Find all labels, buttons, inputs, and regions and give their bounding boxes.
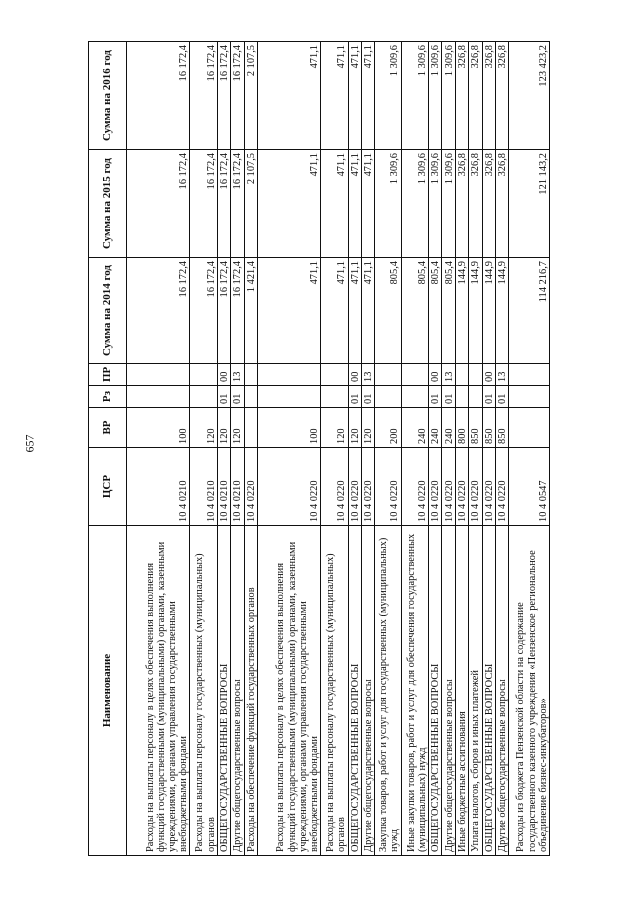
table-row bbox=[362, 42, 375, 856]
row-csr: 10 4 0220 bbox=[257, 448, 320, 526]
row-sum-2015: 326,8 bbox=[495, 150, 508, 258]
header-sum-2015: Сумма на 2015 год bbox=[89, 150, 127, 258]
table-row bbox=[244, 42, 257, 856]
row-sum-2015: 16 172,4 bbox=[217, 150, 230, 258]
row-rz bbox=[401, 386, 428, 408]
row-name: Другие общегосударственные вопросы bbox=[362, 526, 375, 856]
row-vr: 850 bbox=[482, 408, 495, 448]
row-pr: 00 bbox=[348, 364, 361, 386]
row-rz: 01 bbox=[482, 386, 495, 408]
row-rz bbox=[469, 386, 482, 408]
table-row bbox=[375, 42, 401, 856]
row-pr bbox=[127, 364, 190, 386]
row-csr: 10 4 0210 bbox=[231, 448, 244, 526]
row-pr bbox=[509, 364, 550, 386]
row-csr: 10 4 0220 bbox=[348, 448, 361, 526]
row-sum-2016: 1 309,6 bbox=[375, 42, 401, 150]
row-vr: 120 bbox=[190, 408, 217, 448]
row-pr bbox=[401, 364, 428, 386]
row-sum-2015: 1 309,6 bbox=[429, 150, 442, 258]
row-sum-2014: 805,4 bbox=[429, 258, 442, 364]
page-number: 657 bbox=[22, 434, 37, 453]
row-name: ОБЩЕГОСУДАРСТВЕННЫЕ ВОПРОСЫ bbox=[482, 526, 495, 856]
row-rz: 01 bbox=[442, 386, 455, 408]
table-row bbox=[321, 42, 348, 856]
row-sum-2016: 123 423,2 bbox=[509, 42, 550, 150]
row-sum-2014: 144,9 bbox=[469, 258, 482, 364]
row-sum-2014: 471,1 bbox=[362, 258, 375, 364]
row-sum-2015: 326,8 bbox=[469, 150, 482, 258]
row-sum-2016: 16 172,4 bbox=[127, 42, 190, 150]
row-rz bbox=[455, 386, 468, 408]
row-name: Расходы на обеспечение функций государственных органов bbox=[244, 526, 257, 856]
row-rz: 01 bbox=[231, 386, 244, 408]
row-sum-2016: 326,8 bbox=[455, 42, 468, 150]
row-vr: 120 bbox=[321, 408, 348, 448]
row-sum-2014: 16 172,4 bbox=[127, 258, 190, 364]
row-pr: 13 bbox=[362, 364, 375, 386]
row-vr: 850 bbox=[469, 408, 482, 448]
row-name: Иные бюджетные ассигнования bbox=[455, 526, 468, 856]
row-vr: 120 bbox=[231, 408, 244, 448]
row-vr: 240 bbox=[401, 408, 428, 448]
row-name: Расходы на выплаты персоналу в целях обеспечения выполнения функций государственными (муниципальными) органами, казенными учреждениями, органами управления государственными внебюджетными фондами bbox=[127, 526, 190, 856]
row-csr: 10 4 0210 bbox=[127, 448, 190, 526]
header-name: Наименование bbox=[89, 526, 127, 856]
table-row bbox=[429, 42, 442, 856]
row-sum-2015: 121 143,2 bbox=[509, 150, 550, 258]
row-sum-2015: 326,8 bbox=[482, 150, 495, 258]
table-row bbox=[469, 42, 482, 856]
row-sum-2014: 16 172,4 bbox=[217, 258, 230, 364]
row-sum-2015: 1 309,6 bbox=[442, 150, 455, 258]
row-rz: 01 bbox=[362, 386, 375, 408]
row-name: Иные закупки товаров, работ и услуг для обеспечения государственных (муниципальных) нужд bbox=[401, 526, 428, 856]
row-sum-2016: 1 309,6 bbox=[401, 42, 428, 150]
row-sum-2014: 805,4 bbox=[375, 258, 401, 364]
row-vr bbox=[244, 408, 257, 448]
row-sum-2015: 471,1 bbox=[257, 150, 320, 258]
row-pr: 00 bbox=[429, 364, 442, 386]
row-sum-2014: 805,4 bbox=[442, 258, 455, 364]
row-sum-2016: 471,1 bbox=[362, 42, 375, 150]
header-sum-2014: Сумма на 2014 год bbox=[89, 258, 127, 364]
table-row bbox=[482, 42, 495, 856]
row-sum-2016: 471,1 bbox=[257, 42, 320, 150]
row-csr: 10 4 0220 bbox=[455, 448, 468, 526]
row-sum-2015: 1 309,6 bbox=[375, 150, 401, 258]
budget-table-rotated bbox=[88, 42, 550, 856]
row-rz bbox=[190, 386, 217, 408]
row-sum-2014: 471,1 bbox=[321, 258, 348, 364]
row-rz bbox=[257, 386, 320, 408]
header-rz: Рз bbox=[89, 386, 127, 408]
row-name: ОБЩЕГОСУДАРСТВЕННЫЕ ВОПРОСЫ bbox=[348, 526, 361, 856]
row-vr: 850 bbox=[495, 408, 508, 448]
row-name: Расходы на выплаты персоналу государственных (муниципальных) органов bbox=[190, 526, 217, 856]
row-csr: 10 4 0220 bbox=[442, 448, 455, 526]
row-rz: 01 bbox=[348, 386, 361, 408]
table-row bbox=[509, 42, 550, 856]
row-name: Другие общегосударственные вопросы bbox=[495, 526, 508, 856]
row-name: ОБЩЕГОСУДАРСТВЕННЫЕ ВОПРОСЫ bbox=[429, 526, 442, 856]
row-csr: 10 4 0220 bbox=[321, 448, 348, 526]
row-csr: 10 4 0220 bbox=[362, 448, 375, 526]
row-sum-2015: 1 309,6 bbox=[401, 150, 428, 258]
row-vr: 800 bbox=[455, 408, 468, 448]
row-name: Расходы на выплаты персоналу в целях обеспечения выполнения функций государственными (муниципальными) органами, казенными учреждениями, органами управления государственными внебюджетными фондами bbox=[257, 526, 320, 856]
row-sum-2016: 1 309,6 bbox=[429, 42, 442, 150]
row-sum-2016: 326,8 bbox=[469, 42, 482, 150]
row-sum-2016: 16 172,4 bbox=[190, 42, 217, 150]
row-pr bbox=[469, 364, 482, 386]
row-pr bbox=[455, 364, 468, 386]
header-vr: ВР bbox=[89, 408, 127, 448]
row-sum-2014: 16 172,4 bbox=[231, 258, 244, 364]
row-sum-2016: 16 172,4 bbox=[231, 42, 244, 150]
row-pr bbox=[244, 364, 257, 386]
table-row bbox=[217, 42, 230, 856]
row-csr: 10 4 0220 bbox=[375, 448, 401, 526]
table-row bbox=[257, 42, 320, 856]
row-sum-2014: 1 421,4 bbox=[244, 258, 257, 364]
row-name: Другие общегосударственные вопросы bbox=[442, 526, 455, 856]
row-name: Другие общегосударственные вопросы bbox=[231, 526, 244, 856]
table-row bbox=[348, 42, 361, 856]
row-csr: 10 4 0210 bbox=[190, 448, 217, 526]
row-pr: 13 bbox=[442, 364, 455, 386]
row-sum-2014: 471,1 bbox=[257, 258, 320, 364]
row-sum-2016: 471,1 bbox=[321, 42, 348, 150]
row-vr: 100 bbox=[127, 408, 190, 448]
row-pr bbox=[257, 364, 320, 386]
row-csr: 10 4 0220 bbox=[495, 448, 508, 526]
row-sum-2014: 471,1 bbox=[348, 258, 361, 364]
row-sum-2014: 114 216,7 bbox=[509, 258, 550, 364]
row-csr: 10 4 0220 bbox=[469, 448, 482, 526]
row-vr: 200 bbox=[375, 408, 401, 448]
table-row bbox=[455, 42, 468, 856]
row-vr bbox=[509, 408, 550, 448]
row-sum-2014: 144,9 bbox=[455, 258, 468, 364]
row-sum-2015: 16 172,4 bbox=[231, 150, 244, 258]
row-rz bbox=[321, 386, 348, 408]
row-sum-2016: 326,8 bbox=[482, 42, 495, 150]
row-sum-2014: 144,9 bbox=[482, 258, 495, 364]
header-csr: ЦСР bbox=[89, 448, 127, 526]
budget-table bbox=[88, 41, 550, 856]
row-sum-2016: 1 309,6 bbox=[442, 42, 455, 150]
row-csr: 10 4 0220 bbox=[482, 448, 495, 526]
row-sum-2015: 2 107,5 bbox=[244, 150, 257, 258]
table-row bbox=[127, 42, 190, 856]
row-pr bbox=[190, 364, 217, 386]
row-vr: 120 bbox=[217, 408, 230, 448]
row-sum-2015: 471,1 bbox=[348, 150, 361, 258]
row-rz: 01 bbox=[429, 386, 442, 408]
row-sum-2014: 16 172,4 bbox=[190, 258, 217, 364]
row-pr: 00 bbox=[482, 364, 495, 386]
row-csr: 10 4 0220 bbox=[244, 448, 257, 526]
row-pr: 13 bbox=[231, 364, 244, 386]
row-vr: 120 bbox=[348, 408, 361, 448]
row-pr: 13 bbox=[495, 364, 508, 386]
table-body bbox=[127, 42, 550, 856]
row-sum-2015: 16 172,4 bbox=[190, 150, 217, 258]
row-sum-2016: 471,1 bbox=[348, 42, 361, 150]
row-name: Расходы на выплаты персоналу государственных (муниципальных) органов bbox=[321, 526, 348, 856]
row-rz: 01 bbox=[495, 386, 508, 408]
row-csr: 10 4 0220 bbox=[401, 448, 428, 526]
table-row bbox=[231, 42, 244, 856]
row-name: Закупка товаров, работ и услуг для государственных (муниципальных) нужд bbox=[375, 526, 401, 856]
row-pr bbox=[375, 364, 401, 386]
row-sum-2015: 471,1 bbox=[321, 150, 348, 258]
row-csr: 10 4 0210 bbox=[217, 448, 230, 526]
row-sum-2014: 144,9 bbox=[495, 258, 508, 364]
row-vr: 240 bbox=[442, 408, 455, 448]
row-csr: 10 4 0220 bbox=[429, 448, 442, 526]
row-sum-2016: 2 107,5 bbox=[244, 42, 257, 150]
table-row bbox=[495, 42, 508, 856]
row-vr: 120 bbox=[362, 408, 375, 448]
table-row bbox=[442, 42, 455, 856]
row-sum-2015: 326,8 bbox=[455, 150, 468, 258]
header-sum-2016: Сумма на 2016 год bbox=[89, 42, 127, 150]
row-sum-2014: 805,4 bbox=[401, 258, 428, 364]
row-rz bbox=[375, 386, 401, 408]
row-name: ОБЩЕГОСУДАРСТВЕННЫЕ ВОПРОСЫ bbox=[217, 526, 230, 856]
header-pr: ПР bbox=[89, 364, 127, 386]
row-sum-2015: 16 172,4 bbox=[127, 150, 190, 258]
row-vr: 240 bbox=[429, 408, 442, 448]
row-sum-2016: 326,8 bbox=[495, 42, 508, 150]
row-rz bbox=[509, 386, 550, 408]
row-vr: 100 bbox=[257, 408, 320, 448]
row-name: Расходы из бюджета Пензенской области на содержание государственного казенного учреждения «Пензенское региональное объединение бизнес-инкубаторов» bbox=[509, 526, 550, 856]
row-sum-2015: 471,1 bbox=[362, 150, 375, 258]
table-header-row bbox=[89, 42, 127, 856]
table-row bbox=[190, 42, 217, 856]
row-pr bbox=[321, 364, 348, 386]
row-pr: 00 bbox=[217, 364, 230, 386]
row-sum-2016: 16 172,4 bbox=[217, 42, 230, 150]
row-name: Уплата налогов, сборов и иных платежей bbox=[469, 526, 482, 856]
row-rz: 01 bbox=[217, 386, 230, 408]
table-row bbox=[401, 42, 428, 856]
row-csr: 10 4 0547 bbox=[509, 448, 550, 526]
row-rz bbox=[244, 386, 257, 408]
row-rz bbox=[127, 386, 190, 408]
